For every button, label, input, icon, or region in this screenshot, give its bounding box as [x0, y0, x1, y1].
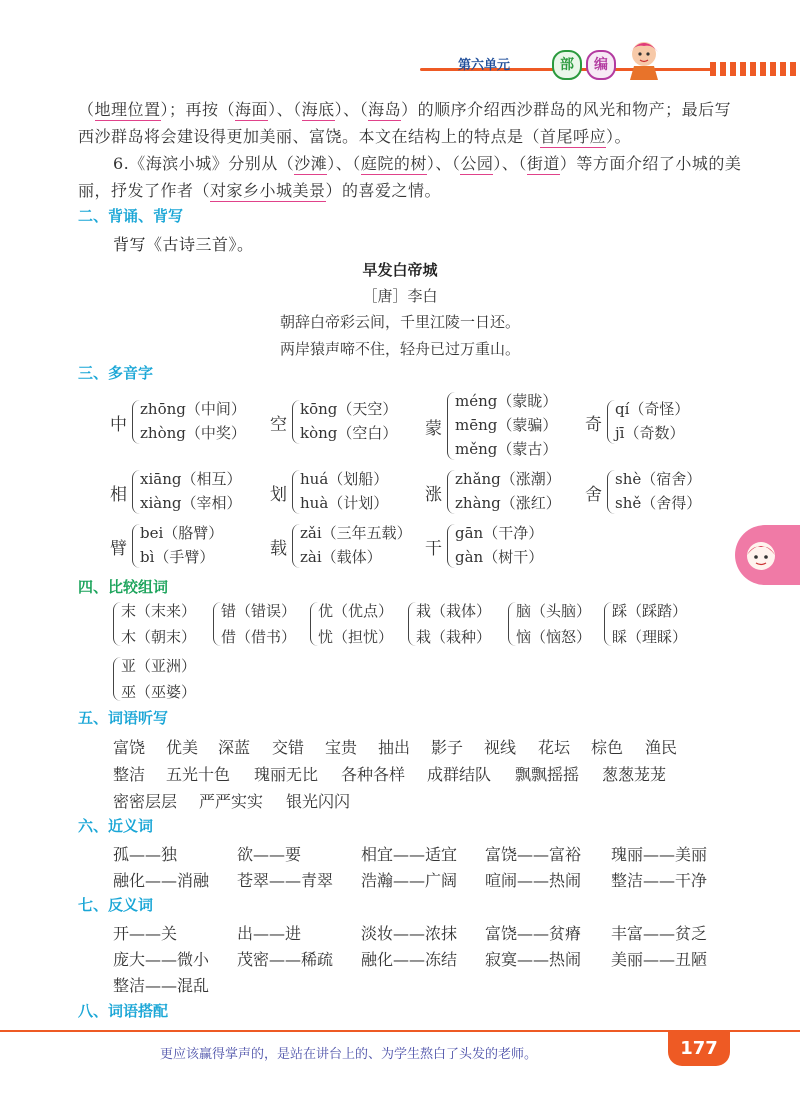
dictation-word: 各种各样	[341, 765, 406, 784]
dictation-word: 成群结队	[427, 765, 492, 784]
brace	[292, 470, 300, 514]
pinyin-reading: bì（手臂）	[140, 548, 215, 566]
compare-word: 借（借书）	[221, 628, 297, 646]
dictation-word: 花坛	[538, 738, 571, 757]
dictation-word: 整洁	[113, 765, 146, 784]
polyphonic-char: 奇	[585, 415, 602, 435]
synonym-pair: 喧闹——热闹	[485, 871, 582, 890]
pinyin-reading: huá（划船）	[300, 470, 389, 488]
brace	[310, 602, 318, 646]
pinyin-reading: gān（干净）	[455, 524, 544, 542]
synonym-pair: 富饶——富裕	[485, 845, 582, 864]
brace	[132, 470, 140, 514]
antonym-pair: 出——进	[237, 924, 302, 943]
pinyin-reading: shè（宿舍）	[615, 470, 702, 488]
dictation-word: 抽出	[378, 738, 411, 757]
paragraph-line-3: 6.《海滨小城》分别从（沙滩）、（庭院的树）、（公园）、（街道）等方面介绍了小城的美	[113, 154, 742, 173]
side-tab	[735, 525, 800, 585]
pinyin-reading: zǎi（三年五载）	[300, 524, 412, 542]
section-title-polyphonic: 三、多音字	[78, 364, 154, 382]
antonym-pair: 丰富——贫乏	[611, 924, 708, 943]
antonym-pair: 庞大——微小	[113, 950, 210, 969]
brace	[607, 470, 615, 514]
synonym-pair: 孤——独	[113, 845, 178, 864]
section-title-recite: 二、背诵、背写	[78, 207, 184, 225]
pinyin-reading: jī（奇数）	[615, 424, 685, 442]
pinyin-reading: méng（蒙眬）	[455, 392, 558, 410]
dictation-word: 交错	[272, 738, 305, 757]
brace	[447, 470, 455, 514]
dictation-word: 五光十色	[166, 765, 231, 784]
dictation-word: 优美	[166, 738, 199, 757]
brace	[292, 524, 300, 568]
brace	[447, 392, 455, 460]
antonym-pair: 美丽——丑陋	[611, 950, 708, 969]
synonym-pair: 相宜——适宜	[361, 845, 458, 864]
section-title-antonyms: 七、反义词	[78, 896, 154, 914]
recite-instruction: 背写《古诗三首》。	[113, 235, 254, 254]
synonym-pair: 浩瀚——广阔	[361, 871, 458, 890]
antonym-pair: 淡妆——浓抹	[361, 924, 458, 943]
antonym-pair: 富饶——贫瘠	[485, 924, 582, 943]
polyphonic-char: 蒙	[425, 419, 442, 439]
polyphonic-char: 干	[425, 539, 442, 559]
antonym-pair: 茂密——稀疏	[237, 950, 334, 969]
paragraph-line-1: （地理位置）；再按（海面）、（海底）、（海岛）的顺序介绍西沙群岛的风光和物产；最后写	[78, 100, 732, 119]
section-title-dictation: 五、词语听写	[78, 709, 169, 727]
polyphonic-char: 涨	[425, 485, 442, 505]
brace	[607, 400, 615, 444]
brace	[132, 400, 140, 444]
synonym-pair: 瑰丽——美丽	[611, 845, 708, 864]
compare-word: 错（错误）	[221, 602, 297, 620]
dictation-word: 瑰丽无比	[254, 765, 319, 784]
dictation-word: 银光闪闪	[286, 792, 351, 811]
synonym-pair: 融化——消融	[113, 871, 210, 890]
synonym-pair: 欲——要	[237, 845, 302, 864]
polyphonic-char: 空	[270, 415, 287, 435]
badge-bu: 部	[552, 50, 582, 80]
pinyin-reading: kōng（天空）	[300, 400, 398, 418]
polyphonic-char: 载	[270, 539, 287, 559]
brace	[132, 524, 140, 568]
polyphonic-char: 相	[110, 485, 127, 505]
compare-word: 优（优点）	[318, 602, 394, 620]
dictation-word: 棕色	[591, 738, 624, 757]
brace	[113, 602, 121, 646]
section-title-compare: 四、比较组词	[78, 578, 169, 596]
compare-word: 栽（栽种）	[416, 628, 492, 646]
antonym-pair: 融化——冻结	[361, 950, 458, 969]
pinyin-reading: shě（舍得）	[615, 494, 702, 512]
brace	[408, 602, 416, 646]
paragraph-line-2: 西沙群岛将会建设得更加美丽、富饶。本文在结构上的特点是（首尾呼应）。	[78, 127, 632, 146]
pinyin-reading: zhǎng（涨潮）	[455, 470, 561, 488]
compare-word: 恼（恼怒）	[516, 628, 592, 646]
pinyin-reading: zhòng（中奖）	[140, 424, 246, 442]
brace	[604, 602, 612, 646]
pinyin-reading: zhàng（涨红）	[455, 494, 561, 512]
pinyin-reading: kòng（空白）	[300, 424, 398, 442]
page-number: 177	[668, 1032, 730, 1066]
antonym-pair: 开——关	[113, 924, 178, 943]
poem-line-1: 朝辞白帝彩云间，千里江陵一日还。	[279, 313, 520, 331]
dictation-word: 富饶	[113, 738, 146, 757]
dictation-word: 渔民	[645, 738, 678, 757]
unit-label: 第六单元	[458, 58, 511, 73]
brace	[447, 524, 455, 568]
dictation-word: 飘飘摇摇	[515, 765, 580, 784]
brace	[113, 657, 121, 701]
dictation-word: 深蓝	[218, 738, 251, 757]
cartoon-girl-icon	[622, 36, 666, 80]
pinyin-reading: huà（计划）	[300, 494, 389, 512]
brace	[213, 602, 221, 646]
poem-title: 早发白帝城	[362, 261, 438, 279]
pinyin-reading: xiāng（相互）	[140, 470, 242, 488]
pinyin-reading: mēng（蒙骗）	[455, 416, 558, 434]
dictation-word: 严严实实	[199, 792, 264, 811]
synonym-pair: 苍翠——青翠	[237, 871, 334, 890]
compare-word: 忧（担忧）	[318, 628, 394, 646]
dictation-word: 视线	[484, 738, 517, 757]
polyphonic-char: 舍	[585, 485, 602, 505]
pinyin-reading: zhōng（中间）	[140, 400, 246, 418]
pinyin-reading: zài（载体）	[300, 548, 382, 566]
compare-word: 脑（头脑）	[516, 602, 592, 620]
compare-word: 栽（栽体）	[416, 602, 492, 620]
pinyin-reading: qí（奇怪）	[615, 400, 690, 418]
antonym-pair: 整洁——混乱	[113, 976, 210, 995]
poem-line-2: 两岸猿声啼不住，轻舟已过万重山。	[279, 340, 520, 358]
compare-word: 末（末来）	[121, 602, 197, 620]
dictation-word: 影子	[431, 738, 464, 757]
polyphonic-char: 划	[270, 485, 287, 505]
compare-word: 踩（踩踏）	[612, 602, 688, 620]
dictation-word: 宝贵	[325, 738, 358, 757]
antonym-pair: 寂寞——热闹	[485, 950, 582, 969]
poem-author: ［唐］李白	[362, 287, 438, 305]
dictation-word: 密密层层	[113, 792, 178, 811]
compare-word: 巫（巫婆）	[121, 683, 197, 701]
footer-quote: 更应该赢得掌声的，是站在讲台上的、为学生熬白了头发的老师。	[160, 1047, 538, 1062]
polyphonic-char: 臂	[110, 539, 127, 559]
dictation-word: 葱葱茏茏	[602, 765, 667, 784]
pinyin-reading: gàn（树干）	[455, 548, 544, 566]
compare-word: 亚（亚洲）	[121, 657, 197, 675]
badge-bian: 编	[586, 50, 616, 80]
compare-word: 睬（理睬）	[612, 628, 688, 646]
brace	[508, 602, 516, 646]
paragraph-line-4: 丽，抒发了作者（对家乡小城美景）的喜爱之情。	[78, 181, 442, 200]
brace	[292, 400, 300, 444]
synonym-pair: 整洁——干净	[611, 871, 708, 890]
pinyin-reading: bei（胳臂）	[140, 524, 224, 542]
polyphonic-char: 中	[110, 415, 127, 435]
compare-word: 木（朝末）	[121, 628, 197, 646]
section-title-synonyms: 六、近义词	[78, 817, 154, 835]
cartoon-face-icon	[741, 535, 781, 575]
section-title-collocation: 八、词语搭配	[78, 1002, 169, 1020]
pinyin-reading: xiàng（宰相）	[140, 494, 242, 512]
pinyin-reading: měng（蒙古）	[455, 440, 558, 458]
